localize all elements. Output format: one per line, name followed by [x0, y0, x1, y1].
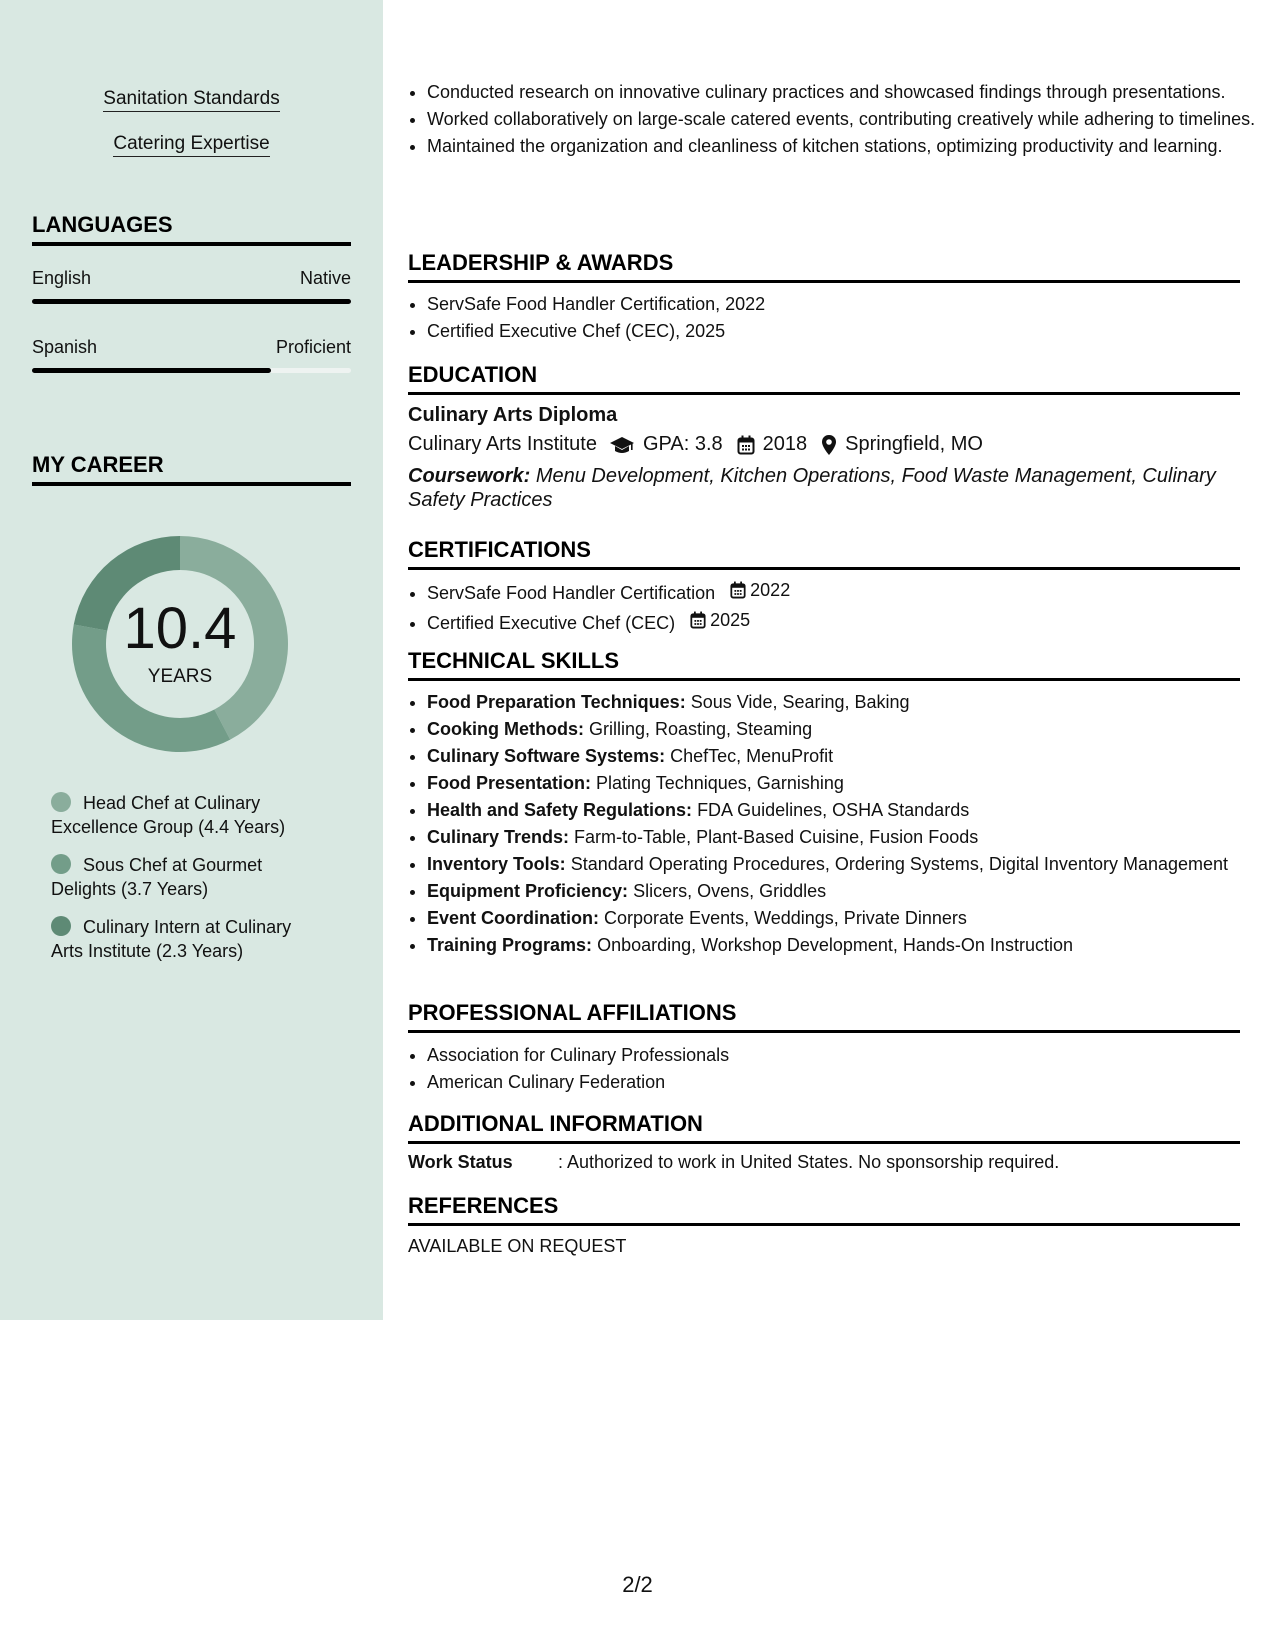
- list-item: • Food Preparation Techniques: Sous Vide, Searing, Baking: [427, 690, 1257, 714]
- graduation-year: 2018: [762, 433, 808, 455]
- list-item: • American Culinary Federation: [427, 1070, 1257, 1094]
- language-name: English: [32, 268, 92, 288]
- list-item: • Food Presentation: Plating Techniques, Garnishing: [427, 771, 1257, 795]
- list-item: • Culinary Software Systems: ChefTec, MenuProfit: [427, 744, 1257, 768]
- experience-bullets: [408, 80, 1257, 161]
- language-name: Spanish: [32, 337, 98, 357]
- language-level: Proficient: [275, 337, 351, 357]
- list-item: • ServSafe Food Handler Certification 2022: [427, 578, 1257, 605]
- additional-info-heading: ADDITIONAL INFORMATION: [408, 1111, 1240, 1144]
- affiliations-heading: PROFESSIONAL AFFILIATIONS: [408, 1000, 1240, 1033]
- technical-skills-heading: TECHNICAL SKILLS: [408, 648, 1240, 681]
- references-text: AVAILABLE ON REQUEST: [408, 1236, 627, 1256]
- education-meta: [408, 433, 983, 456]
- career-legend-item: Sous Chef at Gourmet Delights (3.7 Years): [51, 855, 263, 899]
- career-unit: YEARS: [147, 666, 213, 687]
- location: Springfield, MO: [845, 433, 983, 455]
- page-number: 2/2: [622, 1572, 653, 1597]
- degree-title: Culinary Arts Diploma: [408, 404, 618, 426]
- list-item: • Certified Executive Chef (CEC), 2025: [427, 319, 1257, 343]
- work-status-value: : Authorized to work in United States. No sponsorship required.: [558, 1152, 1060, 1172]
- list-item: • ServSafe Food Handler Certification, 2022: [427, 292, 1257, 316]
- leadership-list: [408, 292, 1257, 346]
- language-bar: [32, 299, 351, 304]
- career-heading: MY CAREER: [32, 452, 351, 486]
- career-legend-item: Culinary Intern at Culinary Arts Institute (2.3 Years): [51, 917, 292, 961]
- languages-heading: LANGUAGES: [32, 212, 351, 246]
- school-name: Culinary Arts Institute: [408, 433, 597, 455]
- list-item: • Conducted research on innovative culinary practices and showcased findings through presentations.: [427, 80, 1257, 104]
- leadership-heading: LEADERSHIP & AWARDS: [408, 250, 1240, 283]
- list-item: • Certified Executive Chef (CEC) 2025: [427, 608, 1257, 635]
- list-item: • Inventory Tools: Standard Operating Procedures, Ordering Systems, Digital Inventory Management: [427, 852, 1257, 876]
- language-row: [32, 337, 351, 358]
- language-bar-fill: [32, 368, 271, 373]
- work-status-row: [408, 1152, 1059, 1173]
- sidebar: [0, 0, 383, 1320]
- coursework-label: Coursework:: [408, 465, 531, 487]
- list-item: • Health and Safety Regulations: FDA Guidelines, OSHA Standards: [427, 798, 1257, 822]
- calendar-icon: [690, 611, 706, 629]
- list-item: • Maintained the organization and cleanliness of kitchen stations, optimizing productivity and learning.: [427, 134, 1257, 158]
- coursework-value: Menu Development, Kitchen Operations, Food Waste Management, Culinary Safety Practices: [408, 465, 1216, 511]
- technical-skills-list: [408, 690, 1257, 960]
- language-level: Native: [299, 268, 351, 288]
- list-item: • Event Coordination: Corporate Events, Weddings, Private Dinners: [427, 906, 1257, 930]
- coursework: [408, 464, 1238, 512]
- language-bar-fill: [32, 299, 351, 304]
- gpa: GPA: 3.8: [642, 433, 723, 455]
- language-row: [32, 268, 351, 289]
- affiliations-list: [408, 1043, 1257, 1097]
- certifications-list: [408, 578, 1257, 638]
- legend-dot-icon: [51, 792, 71, 812]
- list-item: • Training Programs: Onboarding, Workshop Development, Hands-On Instruction: [427, 933, 1257, 957]
- education-heading: EDUCATION: [408, 362, 1240, 395]
- certifications-heading: CERTIFICATIONS: [408, 537, 1240, 570]
- work-status-label: Work Status: [408, 1152, 513, 1172]
- skill-link[interactable]: Sanitation Standards: [0, 88, 383, 110]
- skill-link[interactable]: Catering Expertise: [0, 133, 383, 155]
- legend-dot-icon: [51, 916, 71, 936]
- list-item: • Worked collaboratively on large-scale catered events, contributing creatively while adhering to timelines.: [427, 107, 1257, 131]
- list-item: • Culinary Trends: Farm-to-Table, Plant-Based Cuisine, Fusion Foods: [427, 825, 1257, 849]
- career-total: 10.4: [123, 596, 237, 661]
- career-legend-item: Head Chef at Culinary Excellence Group (4.4 Years): [51, 793, 286, 837]
- list-item: • Association for Culinary Professionals: [427, 1043, 1257, 1067]
- calendar-icon: [737, 435, 755, 455]
- location-pin-icon: [821, 434, 837, 456]
- references-heading: REFERENCES: [408, 1193, 1240, 1226]
- legend-dot-icon: [51, 854, 71, 874]
- language-bar: [32, 368, 351, 373]
- calendar-icon: [730, 581, 746, 599]
- list-item: • Cooking Methods: Grilling, Roasting, Steaming: [427, 717, 1257, 741]
- graduation-cap-icon: [609, 435, 635, 455]
- list-item: • Equipment Proficiency: Slicers, Ovens, Griddles: [427, 879, 1257, 903]
